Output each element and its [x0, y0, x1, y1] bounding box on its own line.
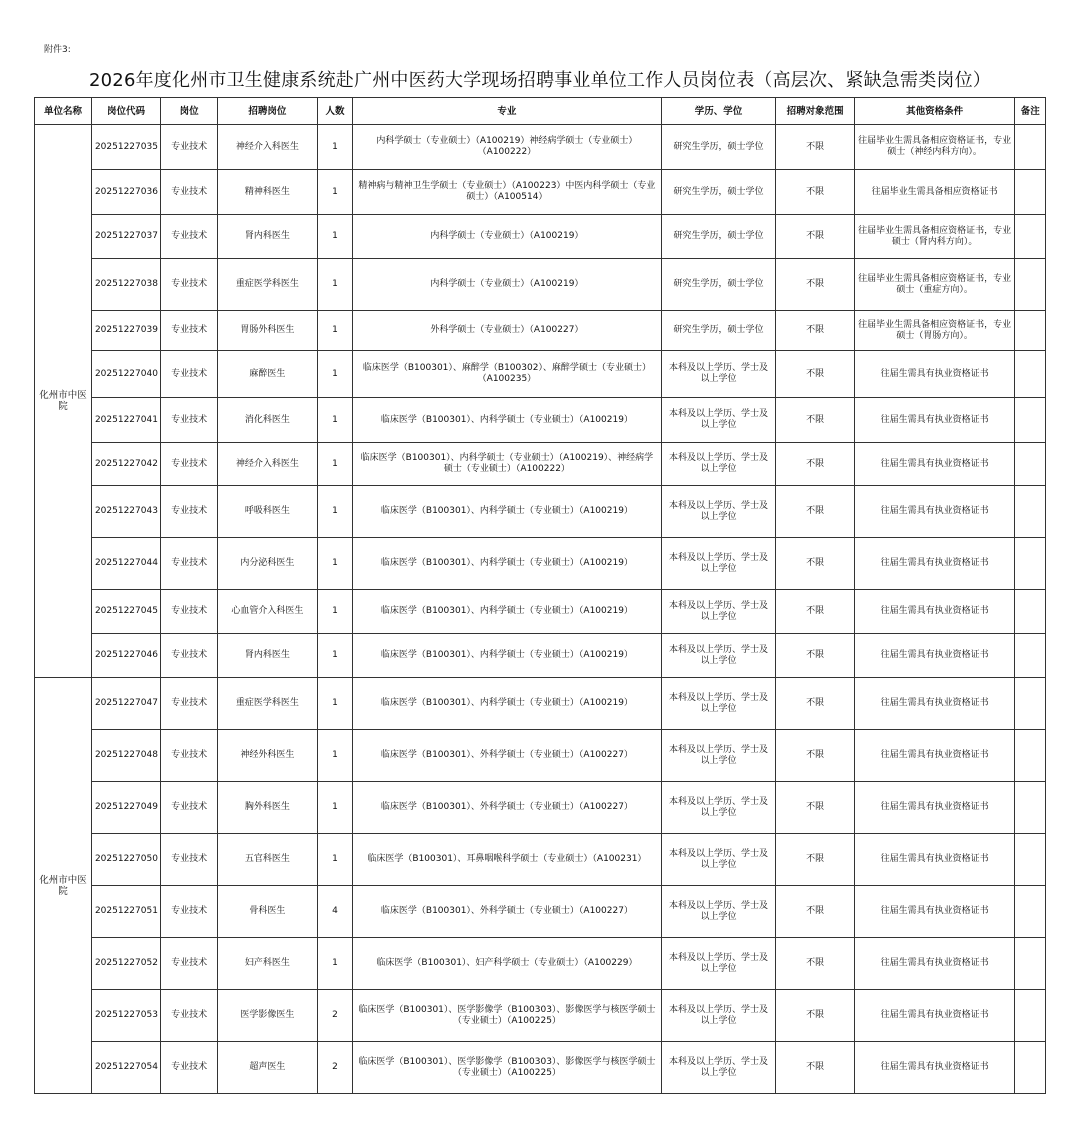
position-type-cell: 专业技术	[161, 1042, 218, 1094]
recruit-post-cell: 麻醉医生	[218, 351, 318, 398]
position-type-cell: 专业技术	[161, 990, 218, 1042]
recruit-post-cell: 消化科医生	[218, 398, 318, 443]
headcount-cell: 1	[317, 125, 353, 170]
remarks-cell	[1015, 351, 1046, 398]
major-cell: 外科学硕士（专业硕士）（A100227）	[353, 311, 661, 351]
table-row	[35, 938, 1046, 990]
major-cell: 临床医学（B100301）、内科学硕士（专业硕士）（A100219）	[353, 398, 661, 443]
education-cell: 本科及以上学历、学士及以上学位	[661, 938, 776, 990]
header-unit: 单位名称	[35, 98, 92, 125]
table-row	[35, 590, 1046, 634]
recruit-post-cell: 心血管介入科医生	[218, 590, 318, 634]
position-type-cell: 专业技术	[161, 311, 218, 351]
position-type-cell: 专业技术	[161, 215, 218, 259]
table-row	[35, 215, 1046, 259]
headcount-cell: 2	[317, 990, 353, 1042]
position-code-cell: 20251227054	[91, 1042, 160, 1094]
remarks-cell	[1015, 782, 1046, 834]
remarks-cell	[1015, 834, 1046, 886]
headcount-cell: 1	[317, 538, 353, 590]
recruitment-table	[34, 97, 1046, 1094]
recruit-post-cell: 内分泌科医生	[218, 538, 318, 590]
other-qualifications-cell: 往届生需具有执业资格证书	[854, 990, 1015, 1042]
education-cell: 本科及以上学历、学士及以上学位	[661, 730, 776, 782]
headcount-cell: 1	[317, 398, 353, 443]
remarks-cell	[1015, 678, 1046, 730]
remarks-cell	[1015, 990, 1046, 1042]
education-cell: 本科及以上学历、学士及以上学位	[661, 538, 776, 590]
recruit-scope-cell: 不限	[776, 1042, 854, 1094]
position-type-cell: 专业技术	[161, 259, 218, 311]
table-row	[35, 1042, 1046, 1094]
recruit-scope-cell: 不限	[776, 443, 854, 486]
headcount-cell: 4	[317, 886, 353, 938]
header-note: 备注	[1015, 98, 1046, 125]
education-cell: 本科及以上学历、学士及以上学位	[661, 990, 776, 1042]
recruit-scope-cell: 不限	[776, 311, 854, 351]
headcount-cell: 2	[317, 1042, 353, 1094]
remarks-cell	[1015, 215, 1046, 259]
header-count: 人数	[317, 98, 353, 125]
table-header-row	[35, 98, 1046, 125]
position-code-cell: 20251227036	[91, 170, 160, 215]
headcount-cell: 1	[317, 311, 353, 351]
recruit-scope-cell: 不限	[776, 990, 854, 1042]
position-code-cell: 20251227045	[91, 590, 160, 634]
table-row	[35, 311, 1046, 351]
education-cell: 本科及以上学历、学士及以上学位	[661, 834, 776, 886]
position-type-cell: 专业技术	[161, 634, 218, 678]
major-cell: 临床医学（B100301）、内科学硕士（专业硕士）（A100219）	[353, 634, 661, 678]
table-row	[35, 634, 1046, 678]
position-type-cell: 专业技术	[161, 170, 218, 215]
major-cell: 临床医学（B100301）、医学影像学（B100303）、影像医学与核医学硕士（专业硕士）（A100225）	[353, 990, 661, 1042]
header-code: 岗位代码	[91, 98, 160, 125]
table-row	[35, 125, 1046, 170]
position-code-cell: 20251227042	[91, 443, 160, 486]
position-code-cell: 20251227047	[91, 678, 160, 730]
remarks-cell	[1015, 443, 1046, 486]
remarks-cell	[1015, 538, 1046, 590]
unit-name-cell: 化州市中医院	[35, 678, 92, 1094]
recruit-post-cell: 神经介入科医生	[218, 125, 318, 170]
position-type-cell: 专业技术	[161, 486, 218, 538]
recruit-post-cell: 医学影像医生	[218, 990, 318, 1042]
remarks-cell	[1015, 938, 1046, 990]
table-row	[35, 259, 1046, 311]
attachment-label: 附件3:	[44, 45, 71, 55]
remarks-cell	[1015, 259, 1046, 311]
recruit-scope-cell: 不限	[776, 834, 854, 886]
education-cell: 本科及以上学历、学士及以上学位	[661, 590, 776, 634]
other-qualifications-cell: 往届生需具有执业资格证书	[854, 398, 1015, 443]
other-qualifications-cell: 往届毕业生需具备相应资格证书	[854, 170, 1015, 215]
major-cell: 精神病与精神卫生学硕士（专业硕士）（A100223）中医内科学硕士（专业硕士）（A100514）	[353, 170, 661, 215]
header-post: 招聘岗位	[218, 98, 318, 125]
recruit-post-cell: 重症医学科医生	[218, 259, 318, 311]
position-code-cell: 20251227050	[91, 834, 160, 886]
education-cell: 研究生学历，硕士学位	[661, 125, 776, 170]
position-code-cell: 20251227035	[91, 125, 160, 170]
position-type-cell: 专业技术	[161, 590, 218, 634]
other-qualifications-cell: 往届生需具有执业资格证书	[854, 486, 1015, 538]
major-cell: 内科学硕士（专业硕士）（A100219）神经病学硕士（专业硕士）（A100222）	[353, 125, 661, 170]
other-qualifications-cell: 往届生需具有执业资格证书	[854, 538, 1015, 590]
position-type-cell: 专业技术	[161, 125, 218, 170]
other-qualifications-cell: 往届毕业生需具备相应资格证书，专业硕士（重症方向）。	[854, 259, 1015, 311]
recruit-scope-cell: 不限	[776, 730, 854, 782]
remarks-cell	[1015, 398, 1046, 443]
headcount-cell: 1	[317, 443, 353, 486]
position-type-cell: 专业技术	[161, 398, 218, 443]
position-type-cell: 专业技术	[161, 938, 218, 990]
other-qualifications-cell: 往届生需具有执业资格证书	[854, 590, 1015, 634]
table-row	[35, 486, 1046, 538]
table-row	[35, 170, 1046, 215]
education-cell: 研究生学历，硕士学位	[661, 215, 776, 259]
header-education: 学历、学位	[661, 98, 776, 125]
table-row	[35, 886, 1046, 938]
position-code-cell: 20251227053	[91, 990, 160, 1042]
remarks-cell	[1015, 125, 1046, 170]
position-code-cell: 20251227039	[91, 311, 160, 351]
table-row	[35, 443, 1046, 486]
recruit-post-cell: 肾内科医生	[218, 634, 318, 678]
table-row	[35, 538, 1046, 590]
education-cell: 本科及以上学历、学士及以上学位	[661, 886, 776, 938]
recruit-post-cell: 重症医学科医生	[218, 678, 318, 730]
education-cell: 研究生学历，硕士学位	[661, 170, 776, 215]
position-type-cell: 专业技术	[161, 678, 218, 730]
table-row	[35, 398, 1046, 443]
position-type-cell: 专业技术	[161, 834, 218, 886]
position-code-cell: 20251227037	[91, 215, 160, 259]
other-qualifications-cell: 往届生需具有执业资格证书	[854, 730, 1015, 782]
position-code-cell: 20251227038	[91, 259, 160, 311]
recruit-post-cell: 骨科医生	[218, 886, 318, 938]
remarks-cell	[1015, 1042, 1046, 1094]
headcount-cell: 1	[317, 634, 353, 678]
position-code-cell: 20251227041	[91, 398, 160, 443]
remarks-cell	[1015, 886, 1046, 938]
remarks-cell	[1015, 486, 1046, 538]
remarks-cell	[1015, 634, 1046, 678]
recruit-scope-cell: 不限	[776, 170, 854, 215]
other-qualifications-cell: 往届生需具有执业资格证书	[854, 938, 1015, 990]
education-cell: 本科及以上学历、学士及以上学位	[661, 634, 776, 678]
headcount-cell: 1	[317, 259, 353, 311]
recruit-post-cell: 呼吸科医生	[218, 486, 318, 538]
education-cell: 本科及以上学历、学士及以上学位	[661, 398, 776, 443]
other-qualifications-cell: 往届生需具有执业资格证书	[854, 634, 1015, 678]
education-cell: 本科及以上学历、学士及以上学位	[661, 782, 776, 834]
position-code-cell: 20251227048	[91, 730, 160, 782]
headcount-cell: 1	[317, 938, 353, 990]
remarks-cell	[1015, 730, 1046, 782]
other-qualifications-cell: 往届毕业生需具备相应资格证书，专业硕士（胃肠方向）。	[854, 311, 1015, 351]
position-code-cell: 20251227052	[91, 938, 160, 990]
headcount-cell: 1	[317, 730, 353, 782]
position-code-cell: 20251227044	[91, 538, 160, 590]
remarks-cell	[1015, 311, 1046, 351]
headcount-cell: 1	[317, 678, 353, 730]
major-cell: 内科学硕士（专业硕士）（A100219）	[353, 259, 661, 311]
recruit-post-cell: 超声医生	[218, 1042, 318, 1094]
education-cell: 本科及以上学历、学士及以上学位	[661, 486, 776, 538]
major-cell: 临床医学（B100301）、内科学硕士（专业硕士）（A100219）	[353, 678, 661, 730]
table-row	[35, 782, 1046, 834]
position-type-cell: 专业技术	[161, 443, 218, 486]
recruit-post-cell: 五官科医生	[218, 834, 318, 886]
recruit-post-cell: 妇产科医生	[218, 938, 318, 990]
other-qualifications-cell: 往届生需具有执业资格证书	[854, 443, 1015, 486]
header-scope: 招聘对象范围	[776, 98, 854, 125]
position-type-cell: 专业技术	[161, 351, 218, 398]
major-cell: 临床医学（B100301）、妇产科学硕士（专业硕士）（A100229）	[353, 938, 661, 990]
position-type-cell: 专业技术	[161, 538, 218, 590]
recruit-scope-cell: 不限	[776, 398, 854, 443]
education-cell: 研究生学历，硕士学位	[661, 259, 776, 311]
other-qualifications-cell: 往届生需具有执业资格证书	[854, 1042, 1015, 1094]
position-code-cell: 20251227046	[91, 634, 160, 678]
other-qualifications-cell: 往届生需具有执业资格证书	[854, 886, 1015, 938]
remarks-cell	[1015, 170, 1046, 215]
recruit-scope-cell: 不限	[776, 886, 854, 938]
recruit-scope-cell: 不限	[776, 590, 854, 634]
recruit-scope-cell: 不限	[776, 125, 854, 170]
unit-name-cell: 化州市中医院	[35, 125, 92, 678]
header-major: 专业	[353, 98, 661, 125]
table-row	[35, 678, 1046, 730]
position-code-cell: 20251227049	[91, 782, 160, 834]
other-qualifications-cell: 往届生需具有执业资格证书	[854, 782, 1015, 834]
headcount-cell: 1	[317, 590, 353, 634]
table-row	[35, 730, 1046, 782]
other-qualifications-cell: 往届生需具有执业资格证书	[854, 834, 1015, 886]
major-cell: 临床医学（B100301）、外科学硕士（专业硕士）（A100227）	[353, 782, 661, 834]
position-type-cell: 专业技术	[161, 730, 218, 782]
headcount-cell: 1	[317, 351, 353, 398]
recruit-scope-cell: 不限	[776, 938, 854, 990]
recruit-post-cell: 神经外科医生	[218, 730, 318, 782]
education-cell: 本科及以上学历、学士及以上学位	[661, 351, 776, 398]
position-code-cell: 20251227043	[91, 486, 160, 538]
major-cell: 临床医学（B100301）、内科学硕士（专业硕士）（A100219）、神经病学硕士（专业硕士）（A100222）	[353, 443, 661, 486]
headcount-cell: 1	[317, 782, 353, 834]
major-cell: 临床医学（B100301）、麻醉学（B100302）、麻醉学硕士（专业硕士）（A100235）	[353, 351, 661, 398]
position-type-cell: 专业技术	[161, 886, 218, 938]
table-row	[35, 990, 1046, 1042]
other-qualifications-cell: 往届生需具有执业资格证书	[854, 678, 1015, 730]
major-cell: 临床医学（B100301）、外科学硕士（专业硕士）（A100227）	[353, 886, 661, 938]
recruit-post-cell: 胸外科医生	[218, 782, 318, 834]
education-cell: 研究生学历，硕士学位	[661, 311, 776, 351]
education-cell: 本科及以上学历、学士及以上学位	[661, 443, 776, 486]
recruit-scope-cell: 不限	[776, 259, 854, 311]
headcount-cell: 1	[317, 834, 353, 886]
headcount-cell: 1	[317, 170, 353, 215]
headcount-cell: 1	[317, 215, 353, 259]
recruit-post-cell: 神经介入科医生	[218, 443, 318, 486]
table-row	[35, 834, 1046, 886]
recruit-scope-cell: 不限	[776, 486, 854, 538]
education-cell: 本科及以上学历、学士及以上学位	[661, 678, 776, 730]
recruit-scope-cell: 不限	[776, 678, 854, 730]
other-qualifications-cell: 往届毕业生需具备相应资格证书，专业硕士（肾内科方向）。	[854, 215, 1015, 259]
recruit-scope-cell: 不限	[776, 538, 854, 590]
other-qualifications-cell: 往届生需具有执业资格证书	[854, 351, 1015, 398]
position-code-cell: 20251227040	[91, 351, 160, 398]
page-title: 2026年度化州市卫生健康系统赴广州中医药大学现场招聘事业单位工作人员岗位表（高层次、紧缺急需类岗位）	[88, 70, 991, 91]
major-cell: 临床医学（B100301）、耳鼻咽喉科学硕士（专业硕士）（A100231）	[353, 834, 661, 886]
major-cell: 临床医学（B100301）、医学影像学（B100303）、影像医学与核医学硕士（专业硕士）（A100225）	[353, 1042, 661, 1094]
major-cell: 临床医学（B100301）、内科学硕士（专业硕士）（A100219）	[353, 486, 661, 538]
recruit-scope-cell: 不限	[776, 782, 854, 834]
position-type-cell: 专业技术	[161, 782, 218, 834]
header-type: 岗位	[161, 98, 218, 125]
recruit-scope-cell: 不限	[776, 634, 854, 678]
recruit-post-cell: 精神科医生	[218, 170, 318, 215]
education-cell: 本科及以上学历、学士及以上学位	[661, 1042, 776, 1094]
headcount-cell: 1	[317, 486, 353, 538]
table-row	[35, 351, 1046, 398]
recruit-post-cell: 肾内科医生	[218, 215, 318, 259]
major-cell: 临床医学（B100301）、内科学硕士（专业硕士）（A100219）	[353, 538, 661, 590]
position-code-cell: 20251227051	[91, 886, 160, 938]
header-other: 其他资格条件	[854, 98, 1015, 125]
recruit-scope-cell: 不限	[776, 215, 854, 259]
major-cell: 临床医学（B100301）、内科学硕士（专业硕士）（A100219）	[353, 590, 661, 634]
other-qualifications-cell: 往届毕业生需具备相应资格证书，专业硕士（神经内科方向）。	[854, 125, 1015, 170]
recruit-scope-cell: 不限	[776, 351, 854, 398]
major-cell: 临床医学（B100301）、外科学硕士（专业硕士）（A100227）	[353, 730, 661, 782]
recruit-post-cell: 胃肠外科医生	[218, 311, 318, 351]
remarks-cell	[1015, 590, 1046, 634]
major-cell: 内科学硕士（专业硕士）（A100219）	[353, 215, 661, 259]
